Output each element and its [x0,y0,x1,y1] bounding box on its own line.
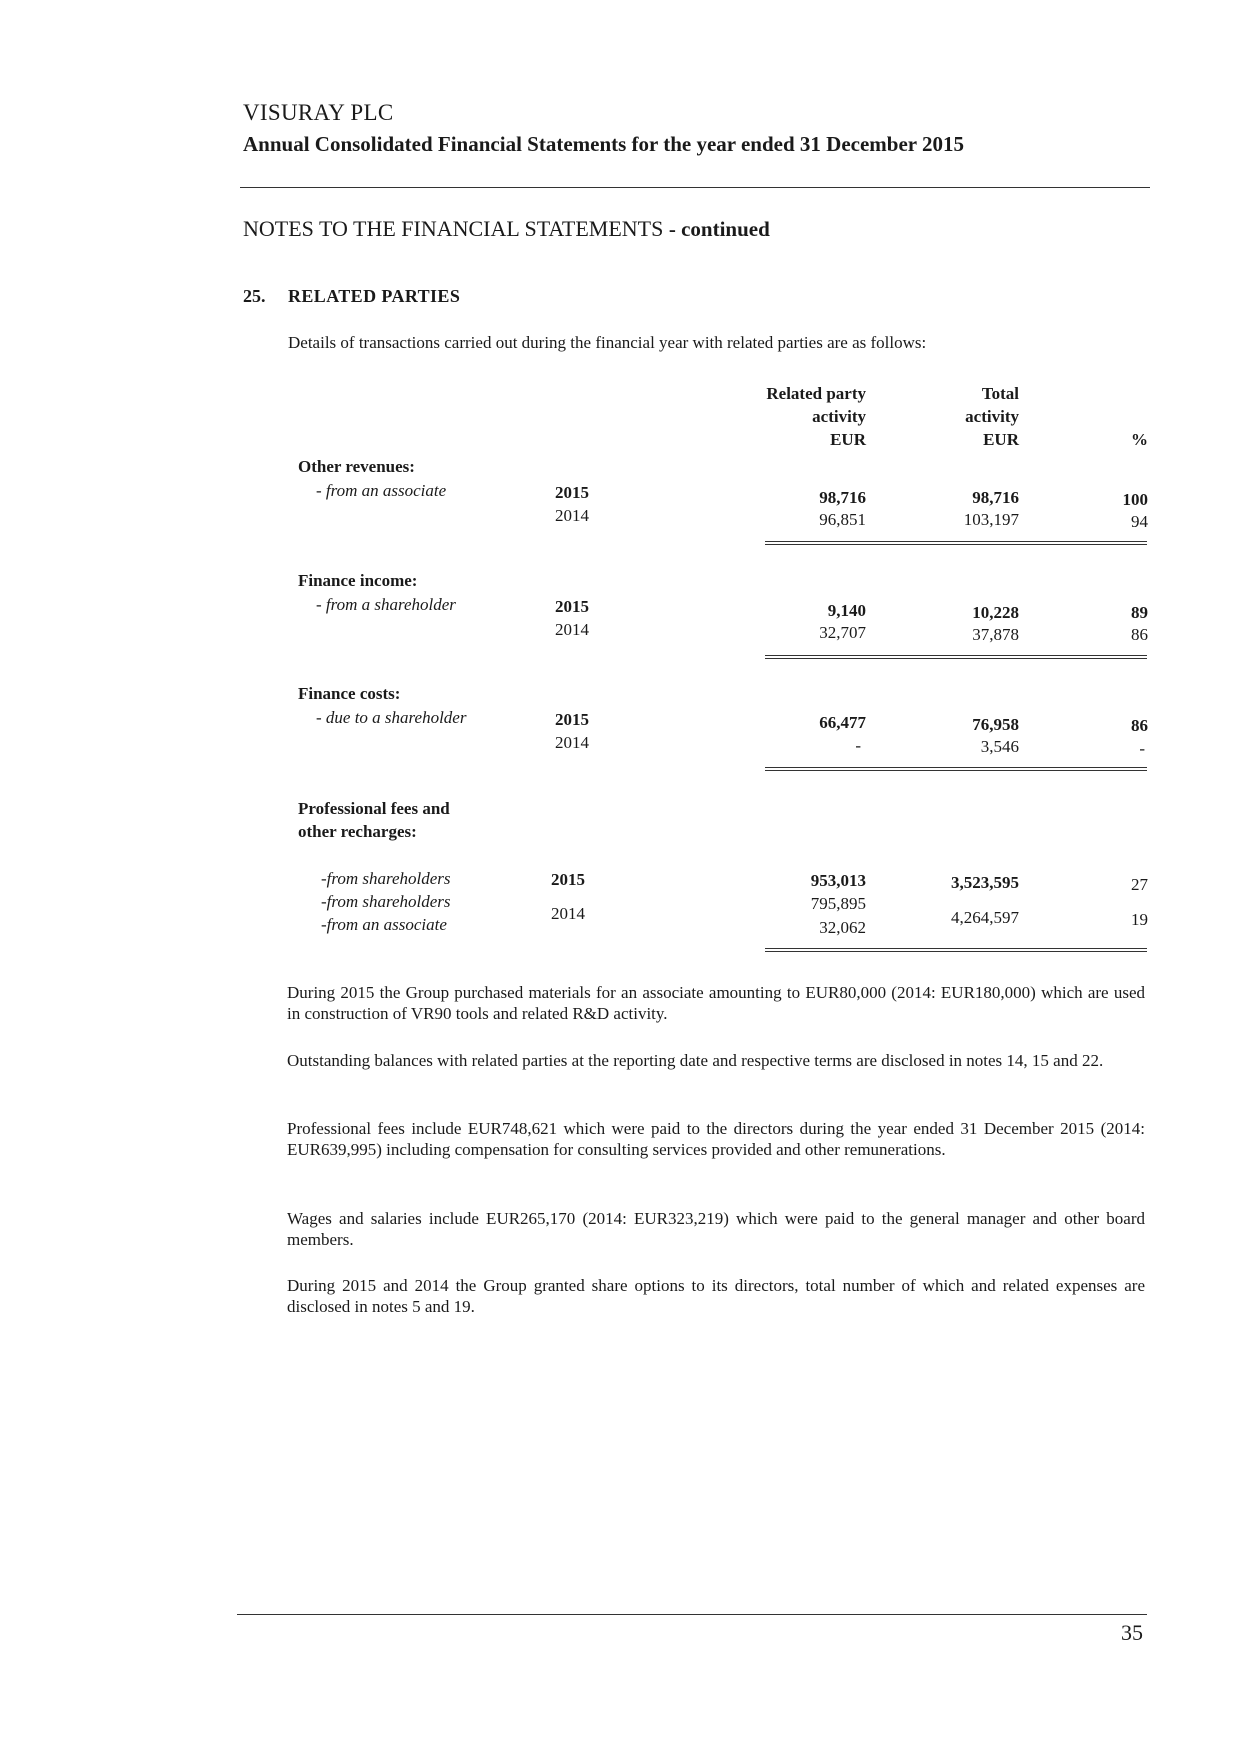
header-divider [240,187,1150,188]
total-value: 98,716 [972,488,1019,507]
row-description: - from an associate [316,481,447,500]
footer-divider [237,1614,1147,1615]
note-paragraph: During 2015 and 2014 the Group granted share options to its directors, total number of which and related expenses are disclosed in notes 5 and 19. [287,1276,1145,1316]
year-2015: 2015 [555,597,589,616]
total-value: 37,878 [972,625,1019,644]
section-number: 25. [243,286,266,306]
page-number: 35 [1121,1620,1143,1645]
section-title: RELATED PARTIES [288,286,461,306]
double-underline [765,541,1147,545]
percent-value: 86 [1131,625,1148,644]
header-line: Related party [766,384,866,403]
related-value: 953,013 [810,871,866,890]
row-description: - from a shareholder [316,595,456,614]
group-title-line: other recharges: [298,822,417,841]
document-subtitle: Annual Consolidated Financial Statements for the year ended 31 December 2015 [243,132,964,156]
total-value: 76,958 [972,715,1019,734]
related-value: 66,477 [819,713,866,732]
related-value: 96,851 [819,510,866,529]
total-value: 4,264,597 [951,908,1019,927]
row-description: - due to a shareholder [316,708,467,727]
total-value: 103,197 [963,510,1019,529]
header-line: Total [981,384,1019,403]
related-value: 32,062 [819,918,866,937]
double-underline [765,767,1147,771]
note-paragraph: Wages and salaries include EUR265,170 (2014: EUR323,219) which were paid to the general manager and other board members. [287,1209,1145,1249]
group-title-line: Professional fees and [298,799,450,818]
percent-value: - [1139,739,1145,758]
notes-heading-main: NOTES TO THE FINANCIAL STATEMENTS [243,216,664,241]
year-2015: 2015 [555,710,589,729]
note-paragraph: Professional fees include EUR748,621 which were paid to the directors during the year ended 31 December 2015 (2014: EUR639,995) including compensation for consulting services provided and other remunerations. [287,1119,1145,1159]
note-paragraph: During 2015 the Group purchased materials for an associate amounting to EUR80,000 (2014: EUR180,000) which are used in construction of VR90 tools and related R&D activity. [287,983,1145,1023]
notes-heading-suffix: - continued [668,217,770,241]
column-header-percent: % [1131,430,1148,449]
group-title-finance-income: Finance income: [298,571,418,590]
related-value: - [855,736,861,755]
year-2015: 2015 [555,483,589,502]
total-value: 3,546 [980,737,1019,756]
related-value: 795,895 [810,894,866,913]
group-title-finance-costs: Finance costs: [298,684,401,703]
section-intro: Details of transactions carried out during the financial year with related parties are as follows: [288,333,927,352]
row-description: -from an associate [321,915,447,934]
row-description: -from shareholders [321,869,451,888]
note-paragraph: Outstanding balances with related parties at the reporting date and respective terms are disclosed in notes 14, 15 and 22. [287,1051,1104,1070]
year-2014: 2014 [555,733,589,752]
year-2014: 2014 [555,620,589,639]
percent-value: 94 [1131,512,1148,531]
percent-value: 27 [1131,875,1148,894]
company-name: VISURAY PLC [243,100,394,125]
row-description: -from shareholders [321,892,451,911]
year-2015: 2015 [551,870,585,889]
double-underline [765,655,1147,659]
double-underline [765,948,1147,952]
total-value: 10,228 [972,603,1019,622]
percent-value: 19 [1131,910,1148,929]
group-title-professional-fees [298,797,450,843]
column-header-related-party [766,382,866,451]
header-line: EUR [983,430,1019,449]
header-line: activity [965,407,1019,426]
group-title-other-revenues: Other revenues: [298,457,415,476]
year-2014: 2014 [551,904,585,923]
year-2014: 2014 [555,506,589,525]
header-line: EUR [830,430,866,449]
percent-value: 89 [1131,603,1148,622]
column-header-total [965,382,1019,451]
notes-heading [243,216,770,242]
total-value: 3,523,595 [951,873,1019,892]
related-value: 98,716 [819,488,866,507]
percent-value: 100 [1122,490,1148,509]
related-value: 9,140 [827,601,866,620]
percent-value: 86 [1131,716,1148,735]
header-line: activity [812,407,866,426]
related-value: 32,707 [819,623,866,642]
